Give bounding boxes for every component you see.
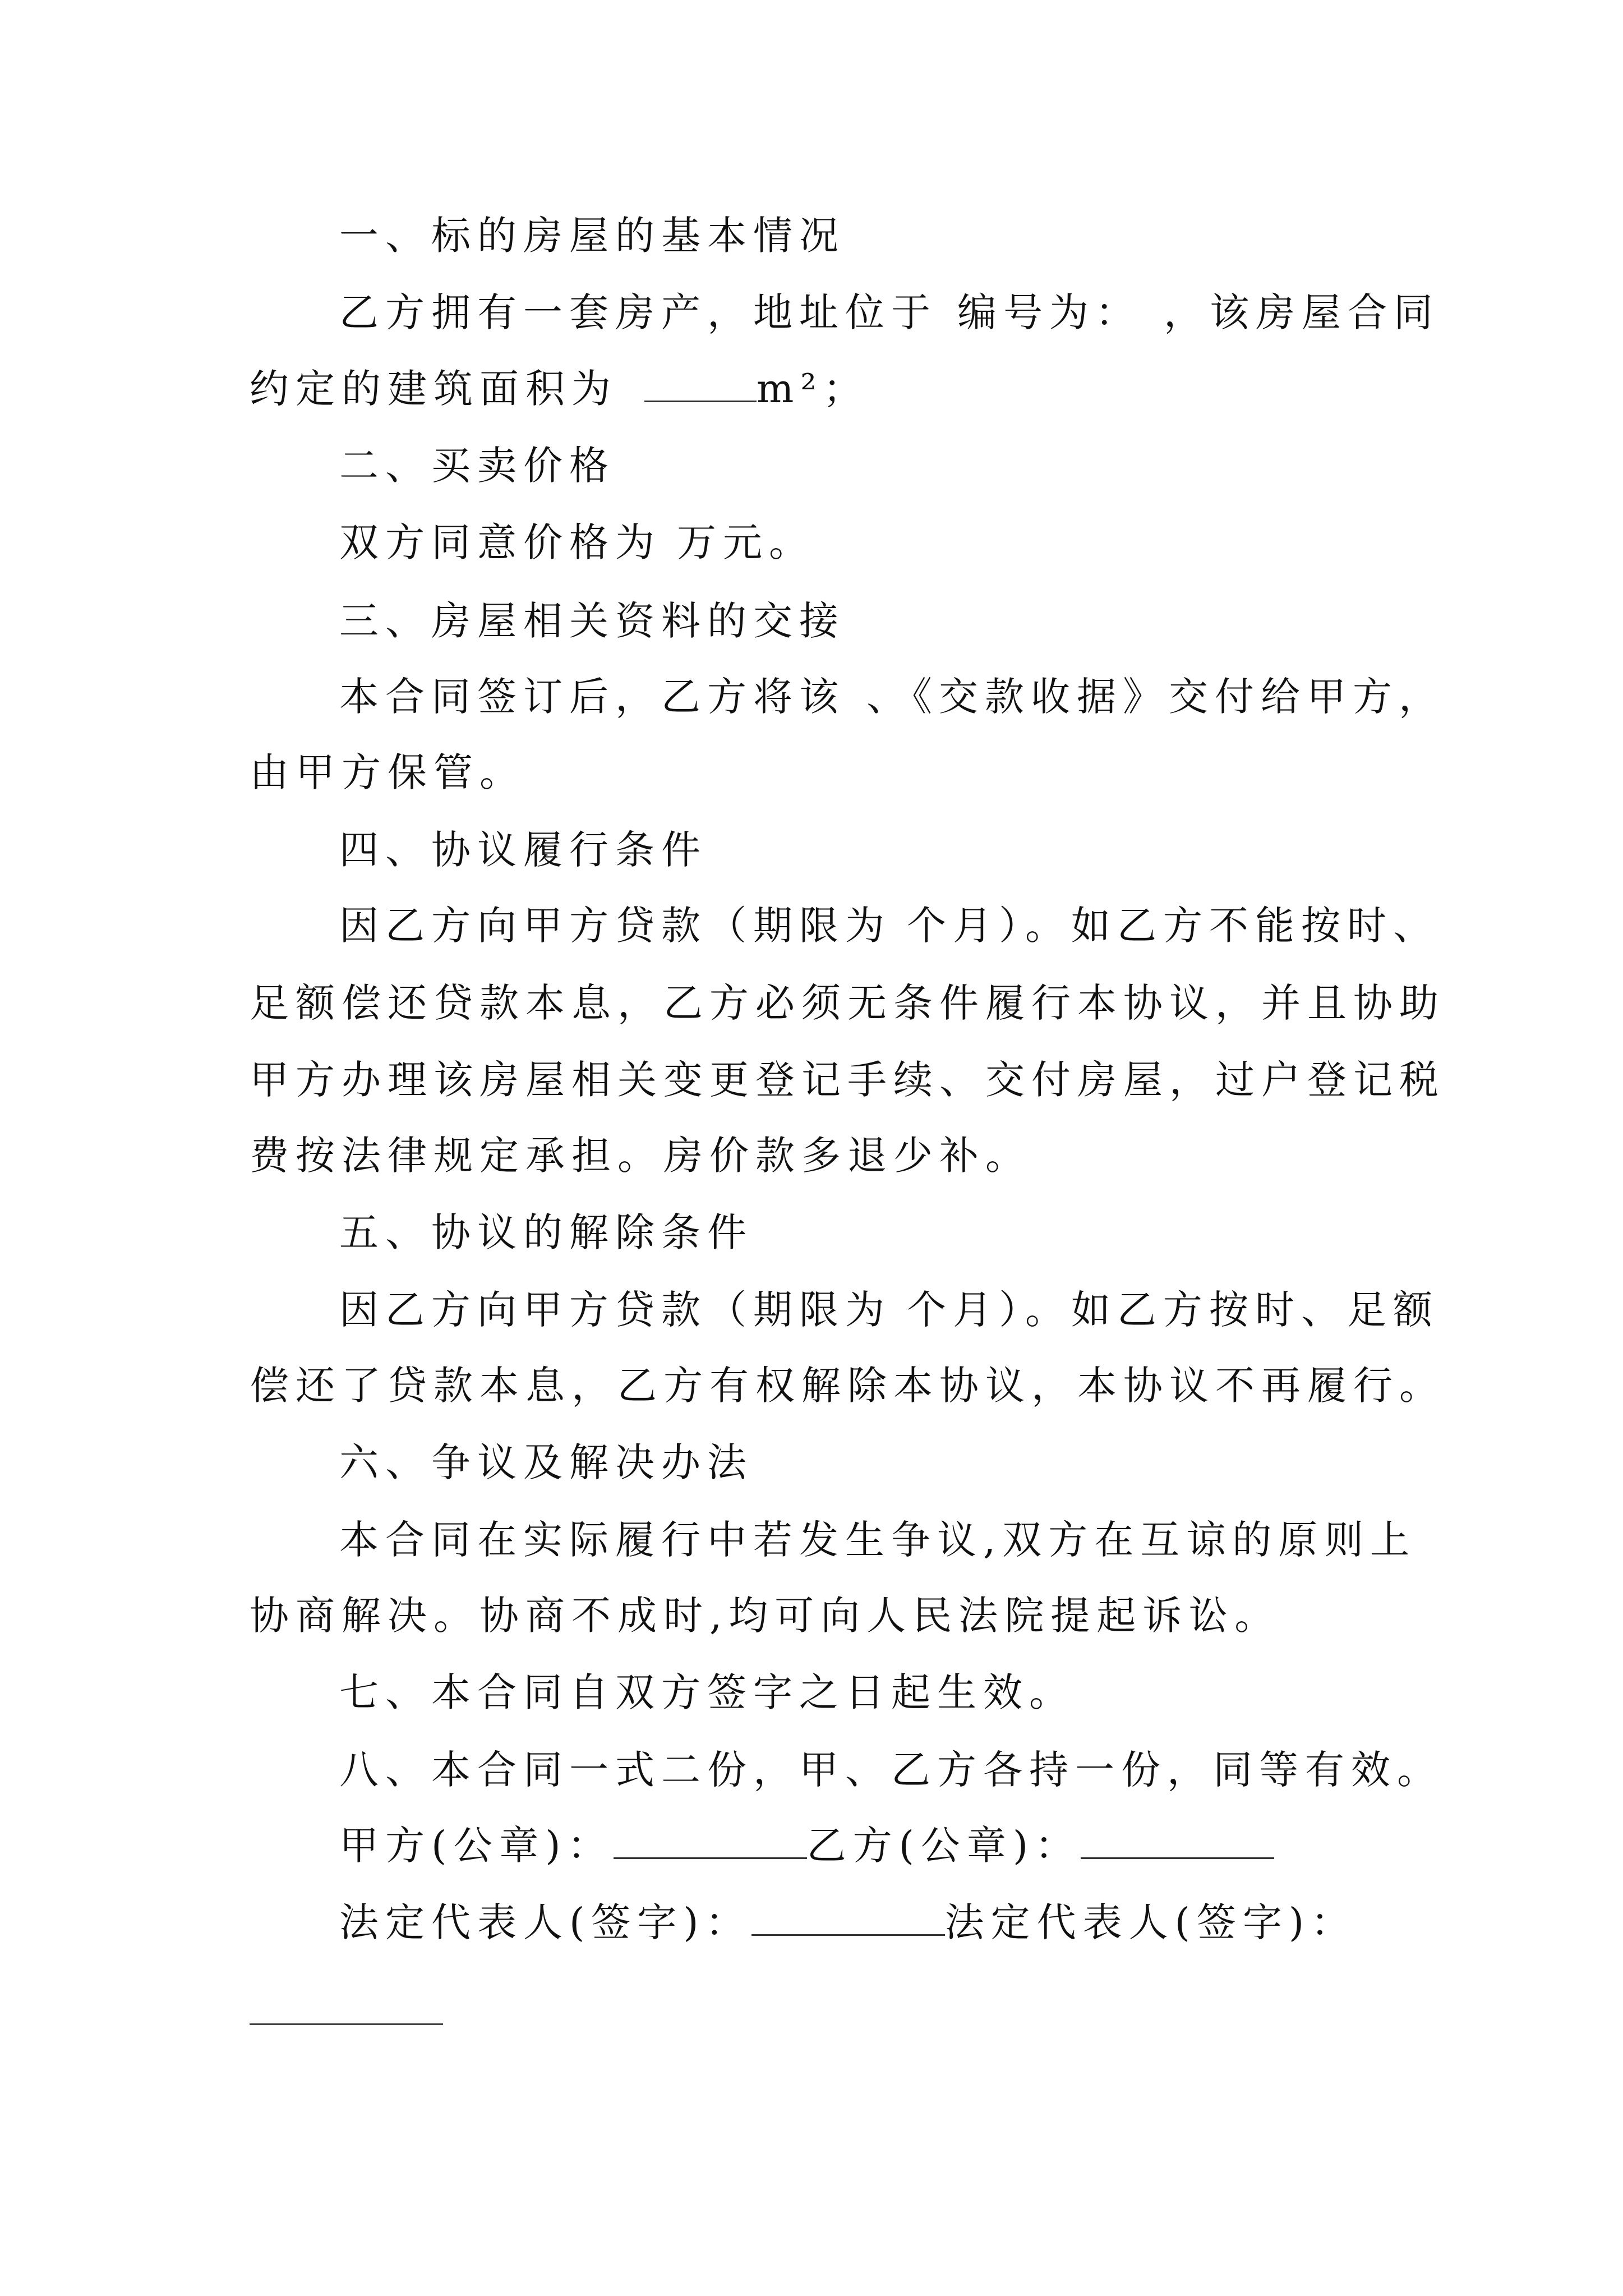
section-4-line-1 [339,900,1439,951]
price-label: 双方同意价格为 [339,519,661,565]
rep-a-signature-blank[interactable] [751,1901,945,1936]
section-1-area-label: 约定的建筑面积为 [250,366,617,412]
section-3-line-2: 由甲方保管。 [250,749,525,795]
rep-a-label: 法定代表人(签字)： [339,1899,751,1945]
section-7: 七、本合同自双方签字之日起生效。 [339,1669,1075,1715]
section-5-line-1 [339,1285,1439,1335]
section-1-heading: 一、标的房屋的基本情况 [339,213,845,259]
section-6-line-1: 本合同在实际履行中若发生争议,双方在互谅的原则上 [339,1517,1417,1563]
section-8: 八、本合同一式二份，甲、乙方各持一份，同等有效。 [339,1747,1443,1793]
section-4-line-4: 费按法律规定承担。房价款多退少补。 [250,1133,1031,1179]
section-2-heading: 二、买卖价格 [339,443,615,489]
section-5-heading: 五、协议的解除条件 [339,1209,753,1255]
section-1-contract-text: ，该房屋合同 [1164,289,1440,335]
rep-b-label: 法定代表人(签字)： [944,1899,1357,1945]
seal-line [339,1820,1274,1871]
party-a-seal-blank[interactable] [614,1824,807,1859]
section-3-line-1 [339,671,1445,722]
section-1-line-1 [339,287,1440,338]
loan-term-unit-2: 个月）。如乙方按时、足额 [907,1287,1439,1333]
section-1-area-unit: m²； [757,366,869,412]
section-1-number-label: 编号为： [957,289,1141,335]
representative-line [339,1897,1357,1948]
section-5-line-2: 偿还了贷款本息，乙方有权解除本协议，本协议不再履行。 [250,1363,1445,1409]
section-4-line-2: 足额偿还贷款本息，乙方必须无条件履行本协议，并且协助 [250,980,1445,1026]
party-b-seal-blank[interactable] [1081,1824,1274,1859]
section-4-line-3: 甲方办理该房屋相关变更登记手续、交付房屋，过户登记税 [250,1057,1445,1103]
section-3-heading: 三、房屋相关资料的交接 [339,598,845,644]
section-6-heading: 六、争议及解决办法 [339,1439,753,1485]
section-6-line-2: 协商解决。协商不成时,均可向人民法院提起诉讼。 [250,1593,1281,1639]
loan-term-label: 因乙方向甲方贷款（期限为 [339,903,891,949]
rep-b-signature-blank[interactable] [250,2023,443,2025]
loan-term-unit: 个月）。如乙方不能按时、 [907,903,1439,949]
handover-text: 本合同签订后，乙方将该 [339,674,845,720]
party-a-seal-label: 甲方(公章)： [339,1823,614,1869]
section-1-line-2 [250,364,869,414]
price-unit: 万元。 [677,519,815,565]
section-1-address-label: 乙方拥有一套房产，地址位于 [339,289,937,335]
section-4-heading: 四、协议履行条件 [339,827,707,873]
area-blank[interactable] [644,367,757,402]
section-2-line-1 [339,517,815,568]
party-b-seal-label: 乙方(公章)： [806,1823,1081,1869]
handover-receipt-text: 、《交款收据》交付给甲方， [866,674,1445,720]
loan-term-label-2: 因乙方向甲方贷款（期限为 [339,1287,891,1333]
